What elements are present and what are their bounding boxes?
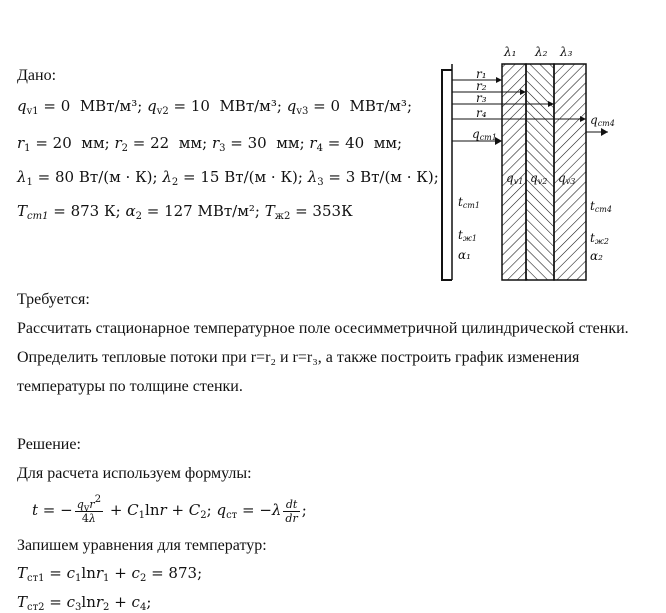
diagram-tct1: tст1 [458,195,480,210]
cylinder-wall-diagram [438,42,638,287]
diagram-alpha2: α₂ [590,249,603,263]
diagram-qct4: qст4 [590,113,615,128]
given-qv-line: $q_{v1} = 0$ МВт/м³; $q_{v2} = 10$ МВт/м³; $q_{v3} = 0$ МВт/м³; [17,97,413,117]
diagram-qct1: qст1 [472,127,497,142]
diagram-r2: r₂ [476,79,487,93]
solution-intro: Для расчета используем формулы: [17,465,252,482]
diagram-lambda1: λ₁ [504,45,517,59]
diagram-r4: r₄ [476,106,487,120]
diagram-tct4: tст4 [590,199,612,214]
diagram-alpha1: α₁ [458,248,471,262]
equation-1: $T_{ст1} = c_1\ln r_1 + c_2 = 873$; [17,564,203,584]
diagram-lambda3: λ₃ [560,45,573,59]
given-title: Дано: [17,67,57,84]
diagram-tzh1: tж1 [458,228,478,243]
diagram-r1: r₁ [476,67,487,81]
required-line-2: Определить тепловые потоки при r=r₂ и r=r₃, а также построить график изменения [17,349,580,366]
given-r-line: $r_1 = 20$ мм; $r_2 = 22$ мм; $r_3 = 30$ мм; $r_4 = 40$ мм; [17,134,403,154]
solution-eq-intro: Запишем уравнения для температур: [17,537,267,554]
diagram-qv3: qv3 [558,171,576,186]
diagram-qv2: qv2 [530,171,548,186]
diagram-r3: r₃ [476,91,487,105]
required-title: Требуется: [17,291,90,308]
axis-bracket [442,70,452,280]
diagram-lambda2: λ₂ [535,45,548,59]
given-lambda-line: $\lambda_1 = 80$ Вт/(м · К); $\lambda_2 = 15$ Вт/(м · К); $\lambda_3 = 3$ Вт/(м · К); [17,168,439,188]
formula-line: t = − $\frac{q_vr^2}{4\lambda}$ + $C_1\ln r + C_2$; $q_{ст} = -\lambda$ $\frac{dt}{dr}$ ; [32,493,307,525]
diagram-tzh2: tж2 [590,231,610,246]
diagram-qv1: qv1 [506,171,524,186]
solution-title: Решение: [17,436,81,453]
equation-2: $T_{ст2} = c_3\ln r_2 + c_4$; [17,593,152,613]
required-line-3: температуры по толщине стенки. [17,378,243,395]
given-t-line: $T_{cm1} = 873$ К; $\alpha_2 = 127$ МВт/м²; $T_{ж2} = 353К$ [17,202,353,222]
required-line-1: Рассчитать стационарное температурное поле осесимметричной цилиндрической стенки. [17,320,629,337]
